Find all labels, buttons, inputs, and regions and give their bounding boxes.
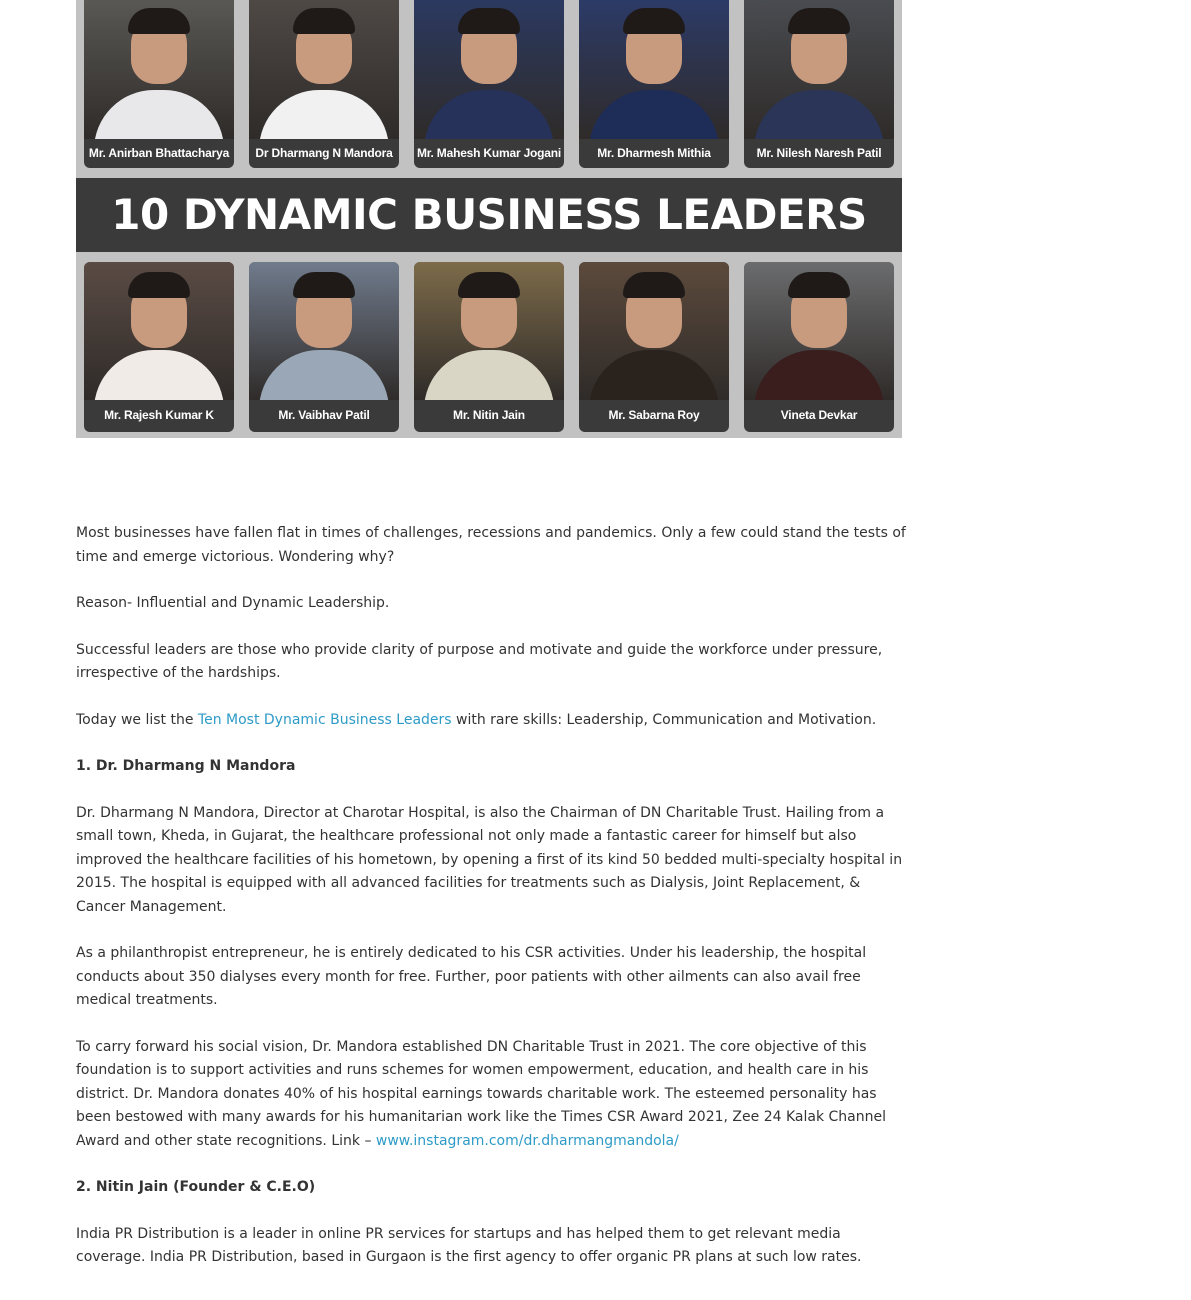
leader-shoulders (424, 90, 554, 139)
leader-photo (579, 0, 729, 139)
banner-title: 10 DYNAMIC BUSINESS LEADERS (76, 178, 902, 252)
leader-photo (84, 262, 234, 400)
leader-shoulders (754, 90, 884, 139)
leader-card (579, 0, 729, 168)
leader-shoulders (424, 350, 554, 400)
leader-hair (623, 272, 685, 298)
article-paragraph: Successful leaders are those who provide clarity of purpose and motivate and guide the workforce under pressure, irrespective of the hardships. (76, 641, 883, 681)
leader-name: Mr. Vaibhav Patil (278, 408, 370, 422)
section-heading: 1. Dr. Dharmang N Mandora (76, 758, 296, 774)
article-paragraph: Reason- Influential and Dynamic Leadership. (76, 595, 390, 611)
leader-name: Mr. Mahesh Kumar Jogani (416, 146, 562, 160)
instagram-link[interactable]: www.instagram.com/dr.dharmangmandola/ (375, 1132, 679, 1149)
leader-shoulders (94, 90, 224, 139)
leader-photo (744, 0, 894, 139)
leader-photo (84, 0, 234, 139)
leader-photo (414, 262, 564, 400)
leaders-banner (76, 0, 902, 438)
leader-hair (458, 272, 520, 298)
leaders-row-top (76, 0, 902, 174)
article-paragraph: Most businesses have fallen flat in times of challenges, recessions and pandemics. Only a few could stand the tests of time and emerge victorious. Wondering why? (76, 525, 906, 565)
leader-card (249, 0, 399, 168)
paragraph-text: To carry forward his social vision, Dr. Mandora established DN Charitable Trust in 2021. The core objective of this foundation is to support activities and runs schemes for women empowerment, education, and health care in his district. Dr. Mandora donates 40% of his hospital earnings towards charitable work. The esteemed personality has been bestowed with many awards for his humanitarian work like the Times CSR Award 2021, Zee 24 Kalak Channel Award and other state recognitions. Link – (76, 1038, 886, 1149)
leader-card (84, 0, 234, 168)
article-paragraph (76, 1036, 906, 1154)
leader-card (249, 262, 399, 432)
leader-name: Dr Dharmang N Mandora (255, 146, 393, 160)
leader-hair (293, 272, 355, 298)
leader-shoulders (94, 350, 224, 400)
leader-card (414, 262, 564, 432)
leader-card (414, 0, 564, 168)
leader-card (579, 262, 729, 432)
article-paragraph: India PR Distribution is a leader in online PR services for startups and has helped them to get relevant media coverage. India PR Distribution, based in Gurgaon is the first agency to offer organic PR plans at such low rates. (76, 1225, 862, 1265)
leaders-list-link[interactable]: Ten Most Dynamic Business Leaders (197, 711, 452, 728)
leader-name: Mr. Anirban Bhattacharya (88, 146, 230, 160)
leader-name: Mr. Nilesh Naresh Patil (756, 146, 882, 160)
leader-hair (788, 8, 850, 34)
leader-card (744, 262, 894, 432)
paragraph-text: with rare skills: Leadership, Communication and Motivation. (451, 711, 877, 728)
leader-photo (249, 262, 399, 400)
leader-shoulders (589, 90, 719, 139)
leader-name: Mr. Nitin Jain (453, 408, 525, 422)
leader-hair (458, 8, 520, 34)
article-body (76, 522, 906, 1293)
leader-hair (128, 8, 190, 34)
article-paragraph (76, 709, 906, 733)
leader-name: Mr. Rajesh Kumar K (104, 408, 214, 422)
leader-hair (293, 8, 355, 34)
leader-name: Mr. Dharmesh Mithia (597, 146, 711, 160)
paragraph-text: Today we list the (76, 711, 198, 728)
leader-hair (128, 272, 190, 298)
leader-shoulders (259, 90, 389, 139)
leader-card (744, 0, 894, 168)
article-paragraph: Dr. Dharmang N Mandora, Director at Charotar Hospital, is also the Chairman of DN Charitable Trust. Hailing from a small town, Kheda, in Gujarat, the healthcare professional not only made a fantastic career for himself but also improved the healthcare facilities of his hometown, by opening a first of its kind 50 bedded multi-specialty hospital in 2015. The hospital is equipped with all advanced facilities for treatments such as Dialysis, Joint Replacement, & Cancer Management. (76, 804, 903, 915)
leader-shoulders (589, 350, 719, 400)
leader-hair (623, 8, 685, 34)
leader-name: Mr. Sabarna Roy (608, 408, 700, 422)
leader-hair (788, 272, 850, 298)
leader-photo (414, 0, 564, 139)
leader-name: Vineta Devkar (780, 408, 858, 422)
leader-photo (579, 262, 729, 400)
article-paragraph: As a philanthropist entrepreneur, he is entirely dedicated to his CSR activities. Under his leadership, the hospital conducts about 350 dialyses every month for free. Further, poor patients with other ailments can also avail free medical treatments. (76, 945, 867, 1008)
leader-shoulders (259, 350, 389, 400)
leaders-row-bottom (76, 258, 902, 438)
section-heading: 2. Nitin Jain (Founder & C.E.O) (76, 1179, 316, 1195)
leader-photo (249, 0, 399, 139)
leader-shoulders (754, 350, 884, 400)
leader-photo (744, 262, 894, 400)
leader-card (84, 262, 234, 432)
